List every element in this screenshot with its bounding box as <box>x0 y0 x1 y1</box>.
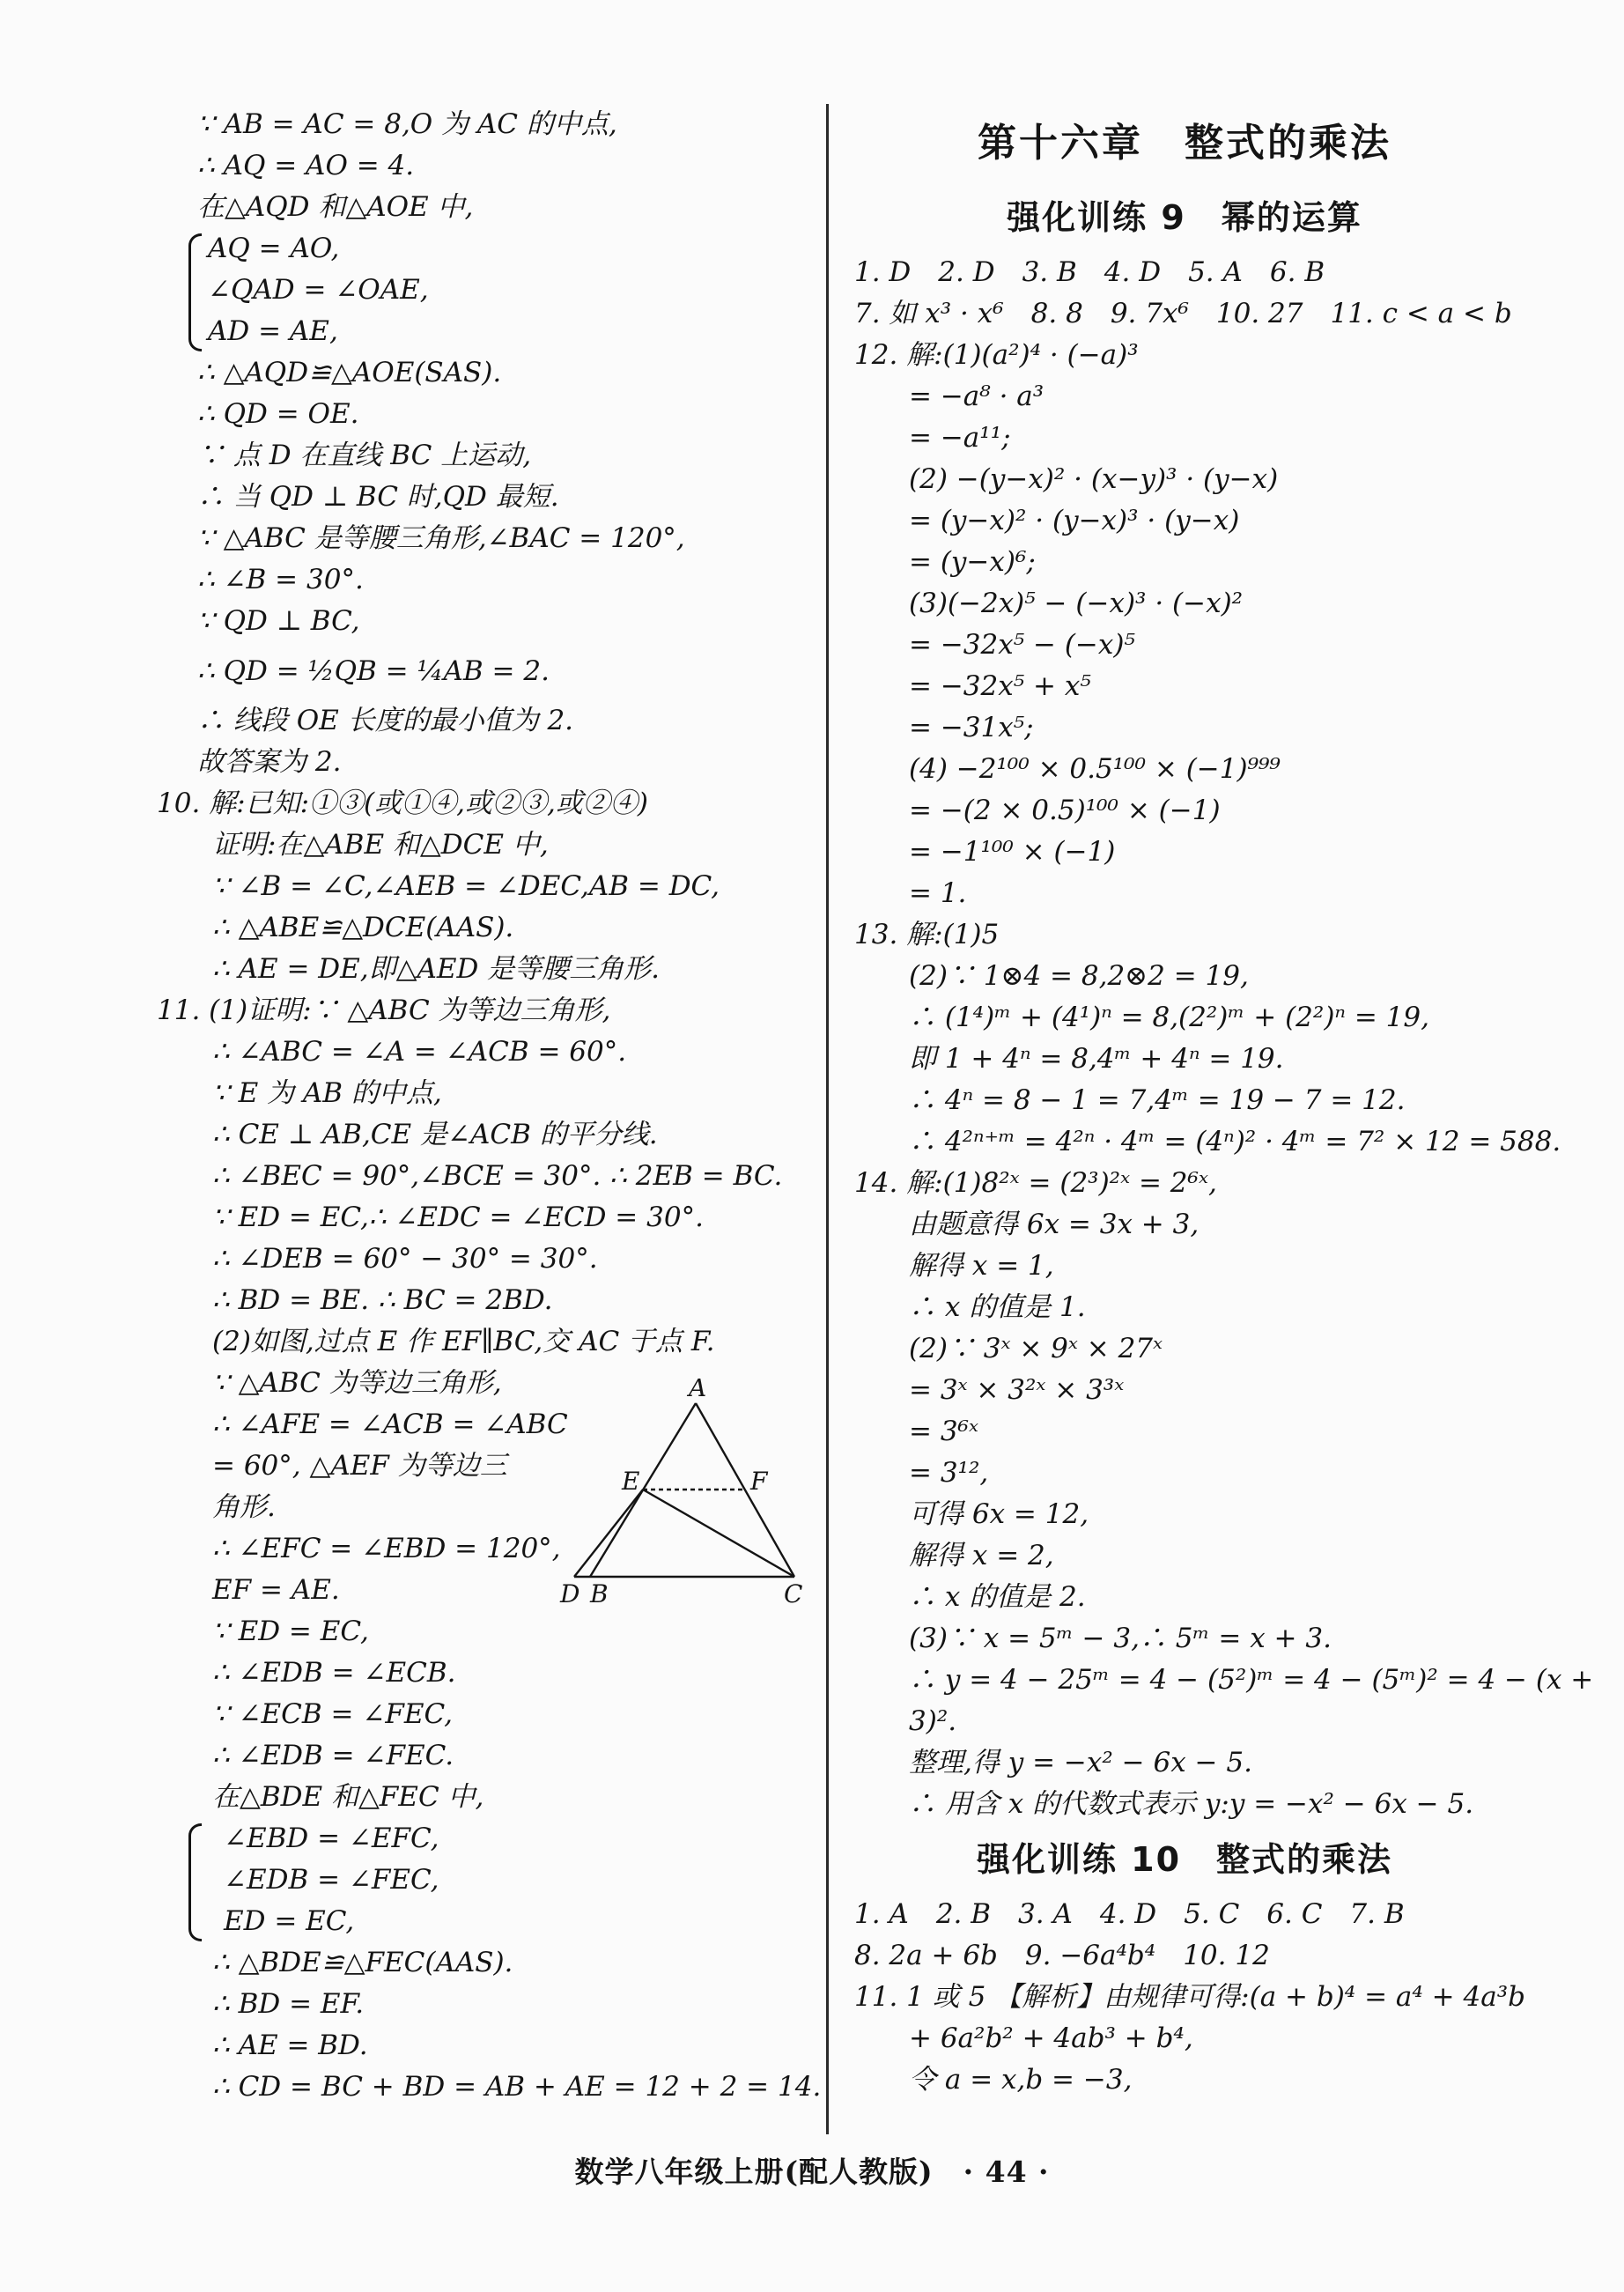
text-line: ∵ E 为 AB 的中点, <box>212 1077 442 1109</box>
text-line: ∴ BD = EF. <box>212 1988 365 2020</box>
answer-line: 即 1 + 4ⁿ = 8,4ᵐ + 4ⁿ = 19. <box>854 1043 1284 1075</box>
answer-line: = 3ˣ × 3²ˣ × 3³ˣ <box>854 1374 1125 1406</box>
answer-line: (3)(−2x)⁵ − (−x)³ · (−x)² <box>854 588 1244 619</box>
text-line: EF = AE. <box>212 1574 340 1606</box>
text-line: 在△AQD 和△AOE 中, <box>197 191 474 223</box>
segment-ed <box>574 1490 643 1577</box>
text-line: ∴ △BDE≌△FEC(AAS). <box>212 1947 513 1978</box>
text-line: ∴ ∠B = 30°. <box>197 564 364 595</box>
text-line: 故答案为 2. <box>197 746 342 778</box>
answer-line: (2) −(y−x)² · (x−y)³ · (y−x) <box>854 463 1279 495</box>
text-line: AD = AE, <box>208 315 338 347</box>
text-line: 角形. <box>212 1491 276 1523</box>
text-line: ∴ ∠DEB = 60° − 30° = 30°. <box>212 1243 598 1275</box>
answer-line: ∴ 4ⁿ = 8 − 1 = 7,4ᵐ = 19 − 7 = 12. <box>854 1084 1406 1116</box>
answer-line: 7. 如 x³ · x⁶ 8. 8 9. 7x⁶ 10. 27 11. c < a < b <box>854 298 1512 329</box>
text-line: ∴ ∠EFC = ∠EBD = 120°, <box>212 1533 561 1564</box>
text-line: ∠EDB = ∠FEC, <box>224 1864 439 1896</box>
section-title-10: 强化训练 10 整式的乘法 <box>976 1840 1393 1879</box>
answer-line: 1. D 2. D 3. B 4. D 5. A 6. B <box>854 256 1325 288</box>
text-line: ∵ △ABC 是等腰三角形,∠BAC = 120°, <box>197 522 685 554</box>
answer-line: = 3⁶ˣ <box>854 1416 978 1447</box>
right-column <box>854 104 1594 2101</box>
text-line: ∴ BD = BE. ∴ BC = 2BD. <box>212 1284 553 1316</box>
text-line: ∴ ∠BEC = 90°,∠BCE = 30°. ∴ 2EB = BC. <box>212 1160 783 1192</box>
text-line: ∴ AE = BD. <box>212 2030 368 2061</box>
text-line: ∴ ∠EDB = ∠ECB. <box>212 1657 456 1689</box>
answer-line: = −a¹¹; <box>854 422 1011 454</box>
label-e: E <box>622 1467 640 1496</box>
text-line: = 60°, △AEF 为等边三 <box>212 1450 507 1482</box>
triangle-figure <box>555 1379 810 1603</box>
answer-line: = −32x⁵ + x⁵ <box>854 670 1091 702</box>
text-line: ∵ QD ⊥ BC, <box>197 605 360 637</box>
answer-line: 12. 解:(1)(a²)⁴ · (−a)³ <box>854 339 1139 371</box>
text-line: ∵ ∠ECB = ∠FEC, <box>212 1698 453 1730</box>
label-b: B <box>590 1579 609 1603</box>
answer-line: = −(2 × 0.5)¹⁰⁰ × (−1) <box>854 795 1221 826</box>
answer-line: 解得 x = 1, <box>854 1250 1054 1282</box>
answer-line: = −32x⁵ − (−x)⁵ <box>854 629 1135 661</box>
answer-line: = −1¹⁰⁰ × (−1) <box>854 836 1116 868</box>
section-10-body <box>854 1894 1525 2101</box>
text-line: ∴ △ABE≌△DCE(AAS). <box>212 912 514 943</box>
answer-line: ∴ 4²ⁿ⁺ᵐ = 4²ⁿ · 4ᵐ = (4ⁿ)² · 4ᵐ = 7² × 12 = 588. <box>854 1126 1561 1157</box>
answer-line: (2)∵ 1⊗4 = 8,2⊗2 = 19, <box>854 960 1249 992</box>
text-line: ∵ ED = EC,∴ ∠EDC = ∠ECD = 30°. <box>212 1201 704 1233</box>
answer-line: 由题意得 6x = 3x + 3, <box>854 1209 1200 1240</box>
text-line: 在△BDE 和△FEC 中, <box>212 1781 484 1813</box>
label-f: F <box>750 1467 768 1496</box>
answer-line: = 1. <box>854 877 967 909</box>
answer-line: ∴ (1⁴)ᵐ + (4¹)ⁿ = 8,(2²)ᵐ + (2²)ⁿ = 19, <box>854 1002 1429 1033</box>
column-divider <box>826 104 829 2134</box>
answer-line: (3)∵ x = 5ᵐ − 3,∴ 5ᵐ = x + 3. <box>854 1623 1332 1654</box>
equation-system <box>157 1818 800 1942</box>
text-line: ∴ 线段 OE 长度的最小值为 2. <box>197 705 574 736</box>
text-line: 证明:在△ABE 和△DCE 中, <box>212 829 549 861</box>
segment-ec <box>643 1490 794 1577</box>
text-line: 10. 解:已知:①③(或①④,或②③,或②④) <box>157 787 648 819</box>
section-title-9: 强化训练 9 幂的运算 <box>1007 198 1362 237</box>
answer-line: (2)∵ 3ˣ × 9ˣ × 27ˣ <box>854 1333 1163 1364</box>
text-line: (2)如图,过点 E 作 EF∥BC,交 AC 于点 F. <box>212 1326 715 1357</box>
text-line: ∵ 点 D 在直线 BC 上运动, <box>197 440 532 471</box>
chapter-title: 第十六章 整式的乘法 <box>978 121 1391 166</box>
answer-line: = (y−x)² · (y−x)³ · (y−x) <box>854 505 1240 536</box>
equation-system <box>157 228 800 352</box>
section-9-body <box>854 252 1594 1825</box>
answer-line: = −a⁸ · a³ <box>854 381 1045 412</box>
text-line: ∠EBD = ∠EFC, <box>224 1823 439 1854</box>
text-line: ∵ ∠B = ∠C,∠AEB = ∠DEC,AB = DC, <box>212 870 720 902</box>
left-column <box>157 104 822 2108</box>
brace-icon <box>188 1823 202 1941</box>
text-line: 11. (1)证明:∵ △ABC 为等边三角形, <box>157 994 611 1026</box>
page-footer: 数学八年级上册(配人教版) · 44 · <box>574 2155 1050 2189</box>
label-d: D <box>560 1579 580 1603</box>
answer-line: ∴ x 的值是 2. <box>854 1581 1086 1613</box>
answer-line: 令 a = x,b = −3, <box>854 2064 1133 2096</box>
answer-line: ∴ x 的值是 1. <box>854 1291 1086 1323</box>
text-line: ED = EC, <box>224 1905 355 1937</box>
text-line: ∴ ∠AFE = ∠ACB = ∠ABC <box>212 1408 568 1440</box>
text-line: ∵ AB = AC = 8,O 为 AC 的中点, <box>197 108 617 140</box>
answer-line: 可得 6x = 12, <box>854 1498 1089 1530</box>
text-line: ∵ ED = EC, <box>212 1615 369 1647</box>
answer-line: 13. 解:(1)5 <box>854 919 1000 950</box>
text-line: ∵ △ABC 为等边三角形, <box>212 1367 502 1399</box>
answer-line: = 3¹², <box>854 1457 989 1489</box>
label-c: C <box>784 1579 803 1603</box>
answer-line: ∴ 用含 x 的代数式表示 y:y = −x² − 6x − 5. <box>854 1788 1474 1820</box>
answer-line: 3)². <box>854 1705 957 1737</box>
brace-icon <box>188 233 202 351</box>
text-line: ∴ AE = DE,即△AED 是等腰三角形. <box>212 953 661 985</box>
text-line: ∴ ∠EDB = ∠FEC. <box>212 1740 454 1771</box>
text-line: ∠QAD = ∠OAE, <box>208 274 429 306</box>
text-line: ∴ QD = ½QB = ¼AB = 2. <box>197 655 550 687</box>
text-line: ∴ CD = BC + BD = AB + AE = 12 + 2 = 14. <box>212 2071 822 2103</box>
text-line: ∴ AQ = AO = 4. <box>197 150 415 181</box>
text-line: ∴ 当 QD ⊥ BC 时,QD 最短. <box>197 481 559 513</box>
answer-line: ∴ y = 4 − 25ᵐ = 4 − (5²)ᵐ = 4 − (5ᵐ)² = 4 − (x + <box>854 1664 1594 1696</box>
text-line: ∴ △AQD≌△AOE(SAS). <box>197 357 502 388</box>
text-line: ∴ QD = OE. <box>197 398 359 430</box>
answer-line: 解得 x = 2, <box>854 1540 1054 1571</box>
answer-line: 11. 1 或 5 【解析】由规律可得:(a + b)⁴ = a⁴ + 4a³b <box>854 1981 1525 2013</box>
answer-line: = (y−x)⁶; <box>854 546 1036 578</box>
answer-line: = −31x⁵; <box>854 712 1034 743</box>
answer-line: (4) −2¹⁰⁰ × 0.5¹⁰⁰ × (−1)⁹⁹⁹ <box>854 753 1281 785</box>
text-line: ∴ CE ⊥ AB,CE 是∠ACB 的平分线. <box>212 1119 658 1150</box>
text-line: AQ = AO, <box>208 233 340 264</box>
answer-line: 1. A 2. B 3. A 4. D 5. C 6. C 7. B <box>854 1898 1405 1930</box>
answer-line: 14. 解:(1)8²ˣ = (2³)²ˣ = 2⁶ˣ, <box>854 1167 1217 1199</box>
answer-line: 8. 2a + 6b 9. −6a⁴b⁴ 10. 12 <box>854 1940 1270 1971</box>
text-line: ∴ ∠ABC = ∠A = ∠ACB = 60°. <box>212 1036 627 1068</box>
answer-line: + 6a²b² + 4ab³ + b⁴, <box>854 2022 1193 2054</box>
answer-line: 整理,得 y = −x² − 6x − 5. <box>854 1747 1252 1778</box>
label-a: A <box>689 1379 707 1402</box>
